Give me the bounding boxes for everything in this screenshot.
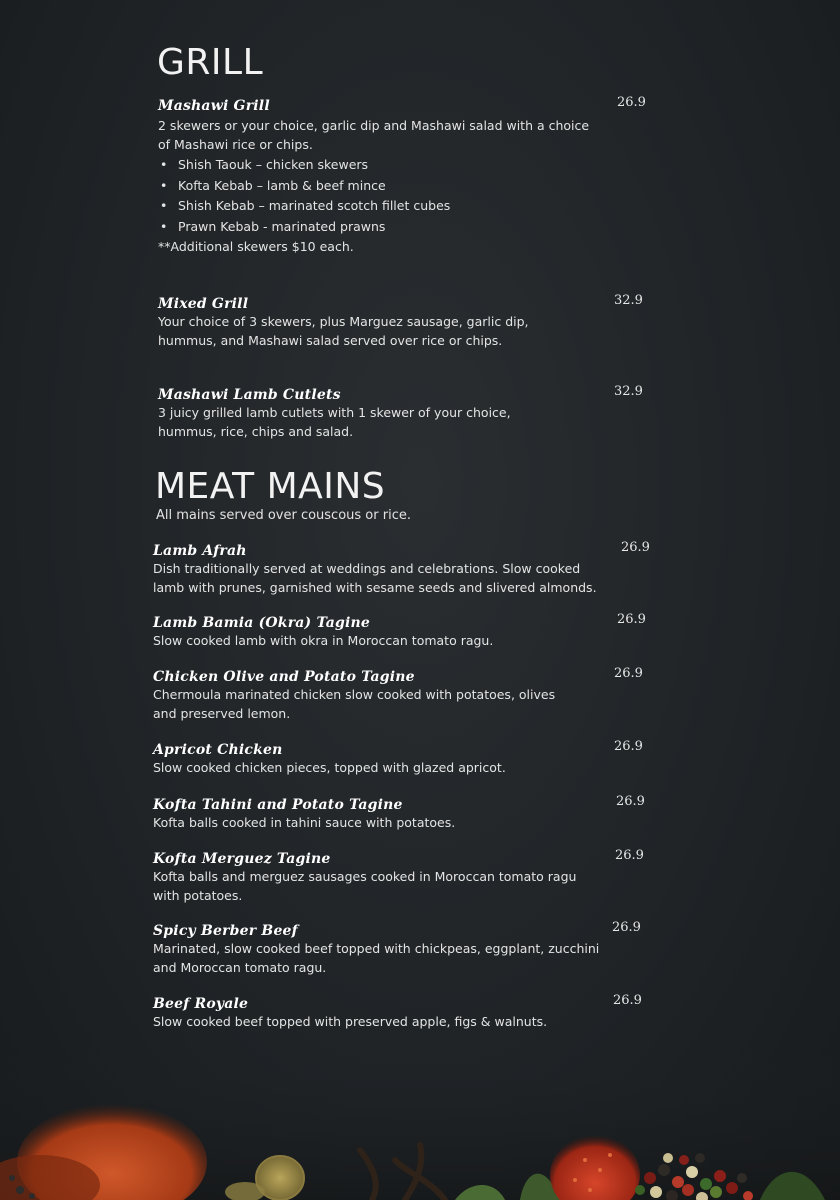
list-item: • Shish Kebab – marinated scotch fillet cubes: [158, 196, 658, 217]
spices-illustration-icon: [0, 1050, 840, 1200]
item-description: 3 juicy grilled lamb cutlets with 1 skewer of your choice, hummus, rice, chips and salad.: [158, 405, 511, 439]
skewer-options-list: [158, 155, 658, 237]
item-price: 26.9: [616, 794, 645, 809]
item-description: Kofta balls and merguez sausages cooked in Moroccan tomato ragu with potatoes.: [153, 869, 577, 903]
menu-item-mashawi-grill: [158, 95, 658, 257]
item-price: 26.9: [617, 612, 646, 627]
item-description: Slow cooked lamb with okra in Moroccan tomato ragu.: [153, 633, 494, 648]
item-name: Kofta Merguez Tagine: [153, 851, 331, 867]
grill-section-title: GRILL: [157, 42, 264, 83]
item-price: 26.9: [613, 993, 642, 1008]
menu-item-spicy-berber-beef: [153, 920, 663, 977]
item-name: Lamb Afrah: [153, 543, 247, 559]
menu-item-chicken-olive-potato-tagine: [153, 666, 663, 723]
item-description: Your choice of 3 skewers, plus Marguez sausage, garlic dip, hummus, and Mashawi salad served over rice or chips.: [158, 314, 529, 348]
item-description: Kofta balls cooked in tahini sauce with potatoes.: [153, 815, 456, 830]
menu-item-apricot-chicken: [153, 739, 663, 777]
item-name: Mashawi Grill: [158, 98, 270, 114]
item-description: Marinated, slow cooked beef topped with chickpeas, eggplant, zucchini and Moroccan tomato ragu.: [153, 941, 600, 975]
menu-item-beef-royale: [153, 993, 663, 1031]
menu-item-lamb-bamia-tagine: [153, 612, 663, 650]
additional-skewers-note: **Additional skewers $10 each.: [158, 239, 354, 254]
item-description: Chermoula marinated chicken slow cooked with potatoes, olives and preserved lemon.: [153, 687, 556, 721]
item-price: 26.9: [621, 540, 650, 555]
item-price: 26.9: [614, 739, 643, 754]
item-price: 32.9: [614, 384, 643, 399]
item-name: Chicken Olive and Potato Tagine: [153, 669, 415, 685]
meat-mains-subtitle: All mains served over couscous or rice.: [156, 508, 411, 523]
item-description: Dish traditionally served at weddings and celebrations. Slow cooked lamb with prunes, garnished with sesame seeds and slivered almonds.: [153, 561, 597, 595]
item-name: Kofta Tahini and Potato Tagine: [153, 797, 403, 813]
item-name: Mashawi Lamb Cutlets: [158, 387, 341, 403]
menu-item-lamb-afrah: [153, 540, 663, 597]
item-name: Beef Royale: [153, 996, 249, 1012]
item-description: 2 skewers or your choice, garlic dip and Mashawi salad with a choice of Mashawi rice or chips.: [158, 118, 590, 152]
item-name: Apricot Chicken: [153, 742, 283, 758]
menu-item-mashawi-lamb-cutlets: [158, 384, 658, 441]
item-description: Slow cooked beef topped with preserved apple, figs & walnuts.: [153, 1014, 548, 1029]
menu-item-kofta-merguez-tagine: [153, 848, 663, 905]
item-price: 32.9: [614, 293, 643, 308]
item-name: Mixed Grill: [158, 296, 249, 312]
item-price: 26.9: [614, 666, 643, 681]
item-name: Spicy Berber Beef: [153, 923, 298, 939]
item-price: 26.9: [612, 920, 641, 935]
menu-item-mixed-grill: [158, 293, 658, 350]
item-price: 26.9: [617, 95, 646, 110]
list-item: • Prawn Kebab - marinated prawns: [158, 217, 658, 238]
item-description: Slow cooked chicken pieces, topped with glazed apricot.: [153, 760, 506, 775]
item-price: 26.9: [615, 848, 644, 863]
meat-mains-section-title: MEAT MAINS: [155, 466, 386, 507]
item-name: Lamb Bamia (Okra) Tagine: [153, 615, 370, 631]
list-item: • Shish Taouk – chicken skewers: [158, 155, 658, 176]
list-item: • Kofta Kebab – lamb & beef mince: [158, 176, 658, 197]
menu-item-kofta-tahini-potato-tagine: [153, 794, 663, 832]
